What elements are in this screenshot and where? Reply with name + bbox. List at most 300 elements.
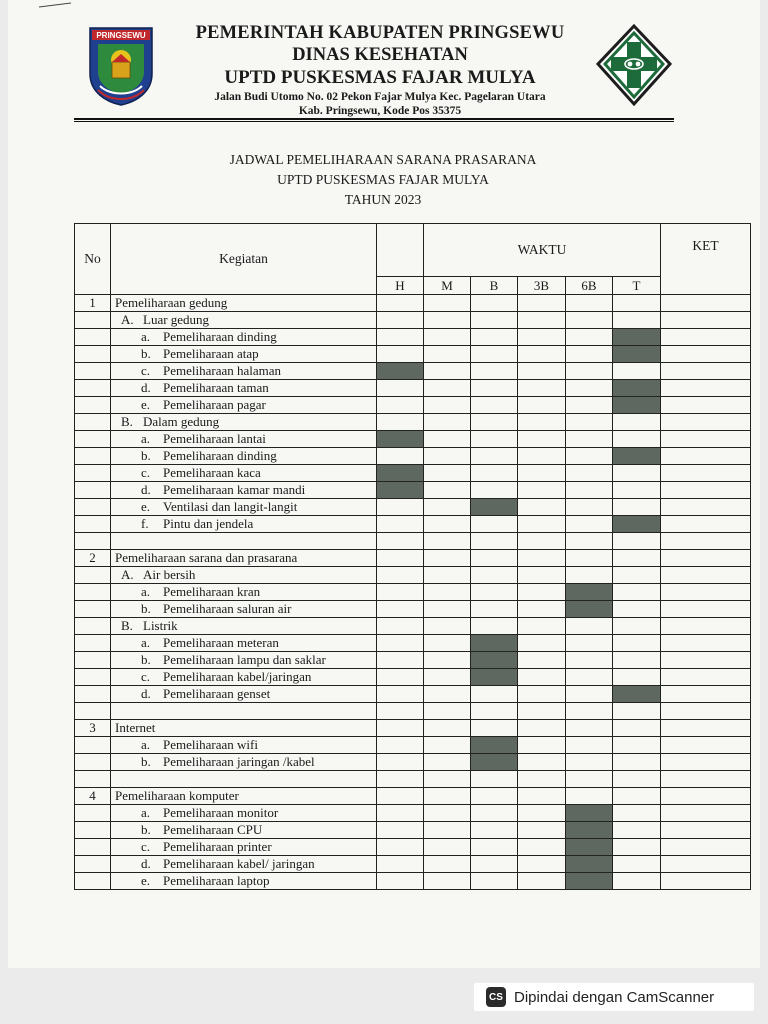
activity-text: Pemeliharaan kran — [163, 584, 261, 599]
schedule-cell-6b — [566, 754, 613, 771]
schedule-cell-3b — [518, 482, 566, 499]
row-number: 3 — [75, 720, 111, 737]
activity-text: Air bersih — [143, 567, 196, 582]
table-row — [75, 312, 751, 329]
row-number — [75, 482, 111, 499]
schedule-cell-3b — [518, 465, 566, 482]
activity-text: Pemeliharaan lampu dan saklar — [163, 652, 326, 667]
activity-cell — [111, 822, 377, 839]
activity-text: Luar gedung — [143, 312, 210, 327]
row-number — [75, 839, 111, 856]
row-number: 2 — [75, 550, 111, 567]
schedule-cell-b — [471, 652, 518, 669]
schedule-cell-t — [613, 482, 661, 499]
schedule-cell-h — [377, 346, 424, 363]
schedule-cell-t — [613, 618, 661, 635]
ket-cell — [661, 856, 751, 873]
schedule-cell-t — [613, 414, 661, 431]
schedule-cell-3b — [518, 499, 566, 516]
schedule-cell-m — [424, 397, 471, 414]
schedule-cell-m — [424, 584, 471, 601]
ket-cell — [661, 567, 751, 584]
activity-text: Pemeliharaan CPU — [163, 822, 263, 837]
schedule-cell-t — [613, 465, 661, 482]
schedule-cell-t — [613, 601, 661, 618]
activity-letter: a. — [141, 805, 151, 820]
row-number: 4 — [75, 788, 111, 805]
ket-cell — [661, 720, 751, 737]
schedule-cell-m — [424, 312, 471, 329]
activity-cell — [111, 431, 377, 448]
letterhead-line3: UPTD PUSKESMAS FAJAR MULYA — [224, 67, 536, 88]
table-row — [75, 431, 751, 448]
header-period-b: B — [471, 277, 518, 295]
schedule-cell-m — [424, 686, 471, 703]
ket-cell — [661, 499, 751, 516]
activity-cell — [111, 516, 377, 533]
schedule-cell-6b — [566, 686, 613, 703]
activity-cell — [111, 618, 377, 635]
schedule-cell-3b — [518, 550, 566, 567]
schedule-cell-h — [377, 295, 424, 312]
activity-text: Pemeliharaan wifi — [163, 737, 258, 752]
activity-letter: a. — [141, 329, 151, 344]
table-row — [75, 856, 751, 873]
row-number — [75, 584, 111, 601]
activity-text: Pemeliharaan genset — [163, 686, 271, 701]
schedule-cell-3b — [518, 346, 566, 363]
row-number — [75, 516, 111, 533]
ket-cell — [661, 805, 751, 822]
row-number — [75, 737, 111, 754]
schedule-cell-6b — [566, 873, 613, 890]
health-cross-logo-icon — [596, 24, 672, 106]
activity-cell — [111, 703, 377, 720]
activity-text: Pemeliharaan sarana dan prasarana — [115, 550, 298, 565]
schedule-cell-6b — [566, 635, 613, 652]
schedule-cell-t — [613, 686, 661, 703]
schedule-cell-t — [613, 380, 661, 397]
schedule-cell-t — [613, 652, 661, 669]
schedule-cell-b — [471, 431, 518, 448]
schedule-cell-b — [471, 856, 518, 873]
table-row — [75, 329, 751, 346]
header-ket: KET — [661, 224, 751, 295]
schedule-cell-3b — [518, 754, 566, 771]
schedule-cell-h — [377, 448, 424, 465]
schedule-cell-6b — [566, 363, 613, 380]
schedule-cell-h — [377, 380, 424, 397]
schedule-cell-h — [377, 431, 424, 448]
schedule-cell-t — [613, 788, 661, 805]
letterhead-rule-thin — [74, 121, 674, 122]
row-number — [75, 346, 111, 363]
schedule-cell-3b — [518, 414, 566, 431]
schedule-cell-m — [424, 448, 471, 465]
activity-cell — [111, 601, 377, 618]
schedule-cell-b — [471, 788, 518, 805]
row-number — [75, 533, 111, 550]
schedule-cell-3b — [518, 856, 566, 873]
schedule-cell-6b — [566, 669, 613, 686]
activity-text: Pemeliharaan atap — [163, 346, 259, 361]
schedule-cell-6b — [566, 720, 613, 737]
table-row — [75, 754, 751, 771]
activity-text: Pemeliharaan lantai — [163, 431, 266, 446]
schedule-cell-t — [613, 533, 661, 550]
row-number: 1 — [75, 295, 111, 312]
schedule-cell-b — [471, 584, 518, 601]
table-row — [75, 720, 751, 737]
schedule-cell-b — [471, 669, 518, 686]
table-row — [75, 584, 751, 601]
schedule-cell-b — [471, 363, 518, 380]
schedule-cell-3b — [518, 380, 566, 397]
activity-text: Internet — [115, 720, 156, 735]
letterhead — [160, 22, 600, 118]
table-row — [75, 397, 751, 414]
schedule-cell-b — [471, 448, 518, 465]
title-line3: TAHUN 2023 — [344, 192, 422, 207]
activity-letter: B. — [121, 618, 133, 633]
activity-text: Pemeliharaan kabel/ jaringan — [163, 856, 315, 871]
schedule-cell-m — [424, 618, 471, 635]
camscanner-icon: CS — [486, 987, 506, 1007]
schedule-cell-m — [424, 567, 471, 584]
activity-cell — [111, 686, 377, 703]
ket-cell — [661, 618, 751, 635]
address-line1: Jalan Budi Utomo No. 02 Pekon Fajar Mulya Kec. Pagelaran Utara — [214, 91, 546, 103]
schedule-cell-h — [377, 720, 424, 737]
activity-letter: A. — [121, 567, 134, 582]
schedule-cell-m — [424, 669, 471, 686]
schedule-cell-t — [613, 431, 661, 448]
schedule-cell-6b — [566, 329, 613, 346]
schedule-cell-b — [471, 873, 518, 890]
ket-cell — [661, 448, 751, 465]
table-row — [75, 346, 751, 363]
emblem-label: PRINGSEWU — [96, 31, 146, 40]
schedule-cell-3b — [518, 601, 566, 618]
header-period-3b: 3B — [518, 277, 566, 295]
ket-cell — [661, 465, 751, 482]
ket-cell — [661, 329, 751, 346]
schedule-cell-h — [377, 669, 424, 686]
schedule-cell-m — [424, 635, 471, 652]
activity-cell — [111, 567, 377, 584]
schedule-cell-m — [424, 788, 471, 805]
address-line2: Kab. Pringsewu, Kode Pos 35375 — [298, 105, 462, 117]
schedule-cell-3b — [518, 737, 566, 754]
schedule-cell-h — [377, 873, 424, 890]
row-number — [75, 635, 111, 652]
activity-letter: A. — [121, 312, 134, 327]
schedule-cell-m — [424, 499, 471, 516]
schedule-cell-6b — [566, 703, 613, 720]
schedule-cell-h — [377, 329, 424, 346]
activity-letter: f. — [141, 516, 149, 531]
schedule-cell-6b — [566, 601, 613, 618]
schedule-cell-6b — [566, 822, 613, 839]
row-number — [75, 312, 111, 329]
schedule-cell-b — [471, 295, 518, 312]
schedule-cell-b — [471, 618, 518, 635]
row-number — [75, 669, 111, 686]
schedule-cell-h — [377, 652, 424, 669]
activity-letter: d. — [141, 686, 151, 701]
activity-cell — [111, 312, 377, 329]
activity-cell — [111, 482, 377, 499]
row-number — [75, 686, 111, 703]
ket-cell — [661, 839, 751, 856]
activity-text: Pemeliharaan kamar mandi — [163, 482, 306, 497]
activity-letter: e. — [141, 873, 151, 888]
activity-cell — [111, 346, 377, 363]
ket-cell — [661, 533, 751, 550]
schedule-cell-h — [377, 737, 424, 754]
schedule-cell-h — [377, 703, 424, 720]
schedule-cell-h — [377, 414, 424, 431]
activity-cell — [111, 465, 377, 482]
schedule-cell-3b — [518, 397, 566, 414]
schedule-cell-b — [471, 686, 518, 703]
table-row — [75, 618, 751, 635]
schedule-cell-h — [377, 754, 424, 771]
schedule-cell-m — [424, 822, 471, 839]
schedule-cell-m — [424, 431, 471, 448]
schedule-body — [75, 295, 751, 890]
ket-cell — [661, 550, 751, 567]
activity-cell — [111, 771, 377, 788]
schedule-cell-m — [424, 329, 471, 346]
table-row — [75, 601, 751, 618]
activity-cell — [111, 448, 377, 465]
title-line1: JADWAL PEMELIHARAAN SARANA PRASARANA — [229, 152, 537, 167]
schedule-cell-t — [613, 822, 661, 839]
schedule-cell-m — [424, 720, 471, 737]
row-number — [75, 822, 111, 839]
row-number — [75, 499, 111, 516]
schedule-cell-h — [377, 771, 424, 788]
schedule-cell-h — [377, 618, 424, 635]
table-row — [75, 550, 751, 567]
schedule-cell-m — [424, 839, 471, 856]
schedule-cell-t — [613, 754, 661, 771]
activity-text: Pemeliharaan pagar — [163, 397, 266, 412]
ket-cell — [661, 652, 751, 669]
ket-cell — [661, 380, 751, 397]
ket-cell — [661, 754, 751, 771]
schedule-cell-b — [471, 635, 518, 652]
row-number — [75, 465, 111, 482]
schedule-cell-6b — [566, 499, 613, 516]
schedule-cell-b — [471, 771, 518, 788]
header-blank — [377, 224, 424, 277]
schedule-cell-3b — [518, 788, 566, 805]
header-kegiatan: Kegiatan — [111, 224, 377, 295]
ket-cell — [661, 482, 751, 499]
schedule-cell-b — [471, 839, 518, 856]
schedule-cell-m — [424, 754, 471, 771]
schedule-cell-6b — [566, 312, 613, 329]
schedule-cell-6b — [566, 533, 613, 550]
table-row — [75, 448, 751, 465]
row-number — [75, 873, 111, 890]
schedule-cell-3b — [518, 822, 566, 839]
schedule-cell-t — [613, 856, 661, 873]
schedule-cell-t — [613, 635, 661, 652]
activity-text: Pemeliharaan halaman — [163, 363, 282, 378]
schedule-cell-m — [424, 805, 471, 822]
activity-cell — [111, 805, 377, 822]
ket-cell — [661, 431, 751, 448]
activity-letter: c. — [141, 465, 151, 480]
schedule-cell-t — [613, 363, 661, 380]
row-number — [75, 414, 111, 431]
activity-text: Pemeliharaan kaca — [163, 465, 261, 480]
schedule-cell-h — [377, 567, 424, 584]
pen-mark — [38, 2, 72, 8]
schedule-cell-m — [424, 533, 471, 550]
camscanner-watermark — [474, 983, 754, 1011]
schedule-cell-6b — [566, 516, 613, 533]
document-title — [150, 150, 616, 210]
ket-cell — [661, 771, 751, 788]
ket-cell — [661, 516, 751, 533]
letterhead-line2: DINAS KESEHATAN — [292, 45, 468, 65]
row-number — [75, 431, 111, 448]
table-row — [75, 788, 751, 805]
schedule-cell-b — [471, 601, 518, 618]
schedule-cell-b — [471, 754, 518, 771]
activity-text: Pemeliharaan meteran — [163, 635, 279, 650]
schedule-cell-m — [424, 363, 471, 380]
activity-cell — [111, 329, 377, 346]
schedule-cell-3b — [518, 686, 566, 703]
activity-cell — [111, 788, 377, 805]
activity-cell — [111, 737, 377, 754]
schedule-cell-6b — [566, 465, 613, 482]
schedule-cell-t — [613, 805, 661, 822]
schedule-cell-h — [377, 686, 424, 703]
schedule-cell-t — [613, 873, 661, 890]
activity-letter: a. — [141, 584, 151, 599]
schedule-cell-3b — [518, 363, 566, 380]
schedule-cell-b — [471, 312, 518, 329]
schedule-cell-b — [471, 533, 518, 550]
schedule-cell-6b — [566, 397, 613, 414]
schedule-cell-m — [424, 703, 471, 720]
ket-cell — [661, 295, 751, 312]
schedule-cell-h — [377, 482, 424, 499]
row-number — [75, 856, 111, 873]
header-period-6b: 6B — [566, 277, 613, 295]
schedule-cell-h — [377, 856, 424, 873]
schedule-cell-3b — [518, 431, 566, 448]
table-row — [75, 465, 751, 482]
row-number — [75, 601, 111, 618]
schedule-cell-h — [377, 533, 424, 550]
activity-text: Pemeliharaan kabel/jaringan — [163, 669, 312, 684]
activity-letter: e. — [141, 397, 151, 412]
activity-letter: b. — [141, 754, 151, 769]
table-row — [75, 414, 751, 431]
schedule-cell-3b — [518, 771, 566, 788]
activity-letter: b. — [141, 652, 151, 667]
schedule-cell-t — [613, 312, 661, 329]
activity-letter: e. — [141, 499, 151, 514]
schedule-cell-h — [377, 550, 424, 567]
schedule-cell-t — [613, 720, 661, 737]
row-number — [75, 652, 111, 669]
schedule-cell-b — [471, 329, 518, 346]
schedule-cell-t — [613, 295, 661, 312]
activity-text: Pemeliharaan saluran air — [163, 601, 292, 616]
activity-letter: d. — [141, 856, 151, 871]
activity-cell — [111, 652, 377, 669]
title-line2: UPTD PUSKESMAS FAJAR MULYA — [277, 172, 489, 187]
ket-cell — [661, 737, 751, 754]
schedule-cell-h — [377, 363, 424, 380]
letterhead-line1: PEMERINTAH KABUPATEN PRINGSEWU — [195, 23, 565, 43]
schedule-cell-t — [613, 346, 661, 363]
schedule-cell-t — [613, 737, 661, 754]
schedule-cell-6b — [566, 737, 613, 754]
letterhead-rule-thick — [74, 118, 674, 120]
row-number — [75, 329, 111, 346]
schedule-cell-m — [424, 516, 471, 533]
schedule-cell-3b — [518, 720, 566, 737]
table-row — [75, 703, 751, 720]
schedule-cell-h — [377, 601, 424, 618]
schedule-cell-b — [471, 397, 518, 414]
header-waktu: WAKTU — [424, 224, 661, 277]
activity-cell — [111, 414, 377, 431]
schedule-cell-6b — [566, 567, 613, 584]
table-row — [75, 295, 751, 312]
schedule-cell-b — [471, 703, 518, 720]
activity-cell — [111, 533, 377, 550]
schedule-cell-3b — [518, 567, 566, 584]
ket-cell — [661, 601, 751, 618]
activity-text: Pemeliharaan jaringan /kabel — [163, 754, 315, 769]
schedule-cell-m — [424, 414, 471, 431]
schedule-cell-6b — [566, 805, 613, 822]
table-row — [75, 805, 751, 822]
schedule-cell-6b — [566, 771, 613, 788]
schedule-cell-h — [377, 805, 424, 822]
schedule-cell-m — [424, 873, 471, 890]
schedule-cell-m — [424, 771, 471, 788]
schedule-cell-3b — [518, 618, 566, 635]
table-row — [75, 686, 751, 703]
ket-cell — [661, 397, 751, 414]
schedule-cell-6b — [566, 380, 613, 397]
schedule-cell-3b — [518, 652, 566, 669]
ket-cell — [661, 788, 751, 805]
activity-letter: d. — [141, 380, 151, 395]
activity-text: Ventilasi dan langit-langit — [163, 499, 298, 514]
schedule-cell-m — [424, 856, 471, 873]
activity-cell — [111, 669, 377, 686]
schedule-cell-b — [471, 567, 518, 584]
table-row — [75, 873, 751, 890]
table-row — [75, 669, 751, 686]
schedule-cell-3b — [518, 533, 566, 550]
table-row — [75, 380, 751, 397]
schedule-cell-t — [613, 703, 661, 720]
schedule-cell-b — [471, 805, 518, 822]
